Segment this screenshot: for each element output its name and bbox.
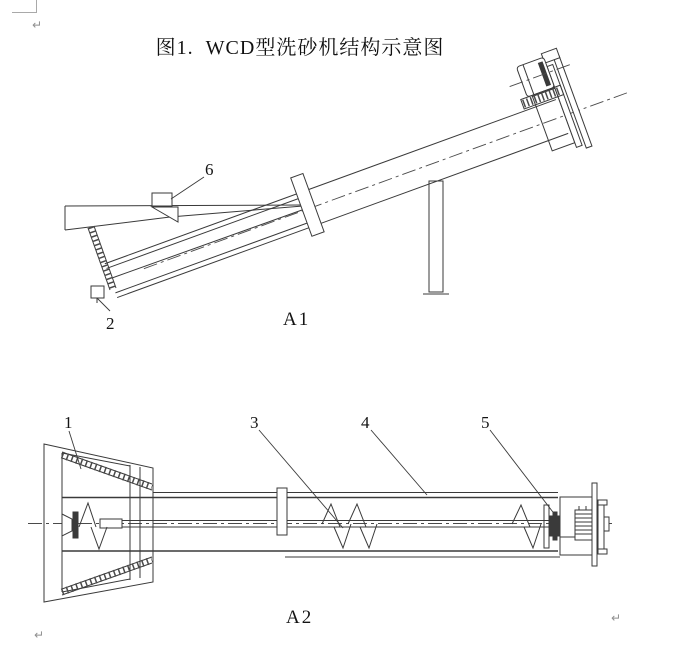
leader-line-5 [490, 430, 559, 520]
view-a1-drawing [65, 31, 641, 333]
leader-line-3 [259, 430, 343, 528]
a1-feed-launder [65, 205, 303, 278]
leader-line-6 [171, 177, 204, 199]
a2-end-mount-plate [592, 483, 597, 566]
a2-feed-hopper [44, 444, 153, 602]
leader-line-4 [371, 430, 427, 495]
part-label-3: 3 [250, 413, 259, 432]
a2-part-labels [64, 413, 559, 528]
a2-coupling [549, 512, 561, 540]
a1-part-labels [97, 160, 214, 333]
a1-tank-wall [88, 226, 116, 290]
a1-screw-tube [88, 31, 640, 317]
paragraph-return-mark: ↵ [32, 18, 43, 32]
part-label-2: 2 [106, 314, 115, 333]
figure-title: 图1. WCD型洗砂机结构示意图 [155, 37, 445, 59]
paragraph-return-mark: ↵ [611, 611, 622, 625]
paragraph-return-mark: ↵ [34, 628, 45, 642]
part-label-4: 4 [361, 413, 370, 432]
leader-line-2 [97, 298, 110, 311]
a1-tube-centerline [144, 93, 628, 269]
a2-end-flange [598, 500, 609, 554]
view-a2-caption: A2 [286, 607, 314, 628]
a2-screw-flights [322, 504, 549, 548]
a2-gear-motor [575, 506, 592, 540]
view-a2-drawing [28, 413, 612, 628]
part-label-1: 1 [64, 413, 73, 432]
view-a1-caption: A1 [283, 309, 311, 330]
a2-tube-shell [62, 493, 560, 558]
a1-drain-fitting [91, 286, 104, 303]
a2-drive-end [549, 483, 609, 566]
part-label-5: 5 [481, 413, 490, 432]
part-label-6: 6 [205, 160, 214, 179]
a1-support-leg [423, 181, 449, 294]
a2-mid-flange [277, 488, 287, 535]
